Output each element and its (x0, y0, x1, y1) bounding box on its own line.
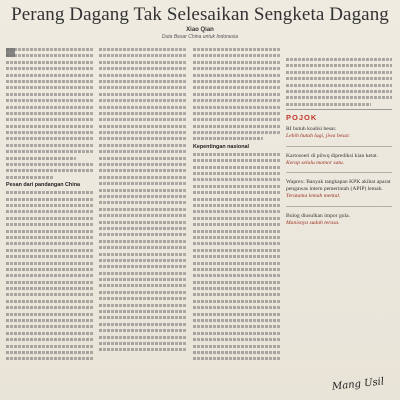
pojok-comment: Lebih butuh lagi, jiwa besar. (286, 133, 351, 140)
signature: Mang Usil (331, 376, 385, 393)
article-column-2 (99, 48, 187, 384)
pojok-comment: Kerap selalu momor satu. (286, 159, 345, 166)
subhead-kepentingan-nasional: Kepentingan nasional (193, 143, 250, 150)
pojok-item (286, 179, 392, 207)
pojok-title: POJOK (286, 113, 318, 123)
pojok-news: Waprex: Banyak tangkapan KPK akibat aparat pengawas intern pemerintah (APIP) lemah. (286, 178, 391, 193)
pojok-comment: Manisnya sudah terasa. (286, 219, 340, 226)
author-affiliation: Duta Besar China untuk Indonesia (161, 34, 239, 40)
pojok-item (286, 213, 392, 232)
author-name: Xiao Qian (186, 27, 214, 33)
pojok-item (286, 153, 392, 173)
subhead-pandangan-china: Pesan dari pandangan China (6, 182, 80, 189)
article-column-4 (286, 58, 392, 384)
pojok-news: Bulog diusulkan impor gula. (286, 212, 351, 219)
pojok-item (286, 126, 392, 146)
byline (0, 27, 400, 40)
article-headline: Perang Dagang Tak Selesaikan Sengketa Dagang (11, 4, 389, 25)
pojok-news: Kartosoeri di pilwq diprediksi kian ketat. (286, 152, 378, 159)
pojok-news: RI butuh koalisi besar. (286, 126, 337, 133)
article-column-1 (6, 48, 93, 384)
article-column-3 (193, 48, 280, 384)
pojok-comment: Terutama lemah mental. (286, 193, 341, 200)
